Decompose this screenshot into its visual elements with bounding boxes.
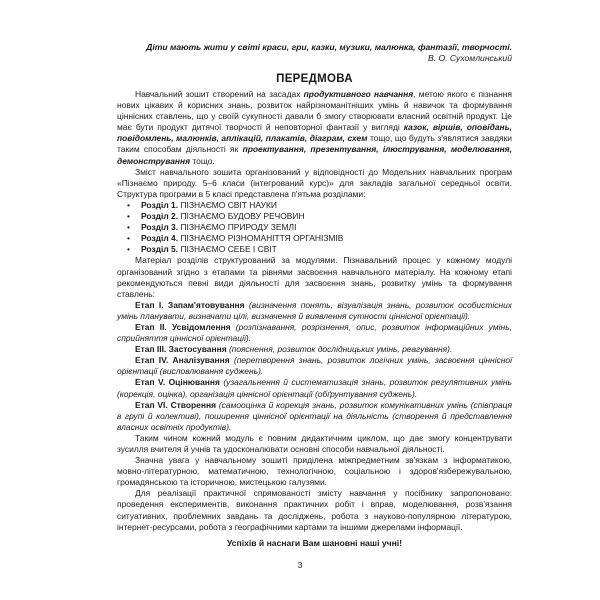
paragraph-interdisciplinary: Значна увага у навчальному зошиті приділена міжпредметним зв'язкам з інформатикою, мовно-літературною, математичною, технологічною, соціальною і здоров'язбережувальною, громадянською та історичною, мистецькою галузями. (117, 455, 512, 488)
stage-1: Етап І. Запам'ятовування (визначення понять, візуалізація знань, розвиток особистісних умінь планувати, визначати цілі, визначення й виявлення сутності ціннісної орієнтації). (117, 299, 513, 321)
stage-3: Етап ІІІ. Застосування (пояснення, розвиток дослідницьких умінь, реагування). (135, 344, 453, 355)
list-item: • Розділ 5. ПІЗНАЄМО СЕБЕ І СВІТ (141, 244, 512, 255)
epigraph (117, 42, 512, 64)
stage-2: Етап ІІ. Усвідомлення (розпізнавання, розрізнення, опис, розвиток інформаційних умінь, сприйняття ціннісної орієнтації). (117, 321, 512, 344)
closing-wish: Успіхів й наснаги Вам шановні наші учні! (226, 537, 403, 548)
epigraph-quote: Діти мають жити у світі краси, гри, казки, музики, малюнка, фантазії, творчості. (146, 42, 512, 52)
paragraph-intro: Навчальний зошит створений на засадах продуктивного навчання, метою якого є пізнання нових цікавих й корисних знань, розвиток найрізноманітніших умінь й навичок та формування ціннісних ставлень, що у своїй сукупності давали б змогу створювати власний освітній продукт. Це має бути продукт дитячої творчості й неповторної фантазії у вигляді казок, віршів, оповідань, повідомлень, малюнків, аплікацій, плакатів, діаграм, схем тощо, що будуть з'являтися завдяки таким способам діяльності як проектування, презентування, ілюстрування, моделювання, демонстрування тощо. (117, 89, 512, 166)
list-item: • Розділ 1. ПІЗНАЄМО СВІТ НАУКИ (141, 200, 512, 211)
page-number: 3 (297, 560, 303, 570)
page-title: ПЕРЕДМОВА (276, 73, 353, 85)
paragraph-structure: Зміст навчального зошита організований у відповідності до Модельних навчальних програм «Пізнаємо природу. 5–6 класи (інтегрований курс)» для закладів загальної середньої освіти. Структура програми в 5 класі представлена п'ятьма розділами: (117, 166, 512, 199)
stage-4: Етап IV. Аналізування (перетворення знань, розвиток логічних умінь, засвоєння ціннісної орієнтації (висловлювання суджень). (117, 355, 512, 377)
epigraph-author: В. О. Сухомлинський (427, 53, 512, 63)
paragraph-modules: Матеріал розділів структурований за модулями. Пізнавальний процес у кожному модулі організований згідно з етапами та рівнями засвоєння навчального матеріалу. На кожному етапі рекомендуються певні види діяльності для засвоєння знань, розвитку умінь та формування ставлень: (117, 255, 512, 299)
list-item: • Розділ 4. ПІЗНАЄМО РІЗНОМАНІТТЯ ОРГАНІЗМІВ (141, 233, 512, 244)
list-item: • Розділ 2. ПІЗНАЄМО БУДОВУ РЕЧОВИН (141, 211, 512, 222)
stage-6: Етап VI. Створення (самооцінка й корекція знань, розвиток комунікативних умінь (співпраця в групі й колективі), поширення ціннісної орієнтації на діяльність (створення й представлення власних освітніх продуктів). (117, 399, 512, 432)
list-item: • Розділ 3. ПІЗНАЄМО ПРИРОДУ ЗЕМЛІ (141, 222, 512, 233)
sections-list (117, 200, 512, 255)
stage-5: Етап V. Оцінювання (узагальнення й систематизація знань, розвиток регулятивних умінь (корекція, оцінка), організація ціннісної орієнтації (обґрунтування суджень). (117, 377, 512, 399)
paragraph-cycle: Таким чином кожний модуль є повним дидактичним циклом, що дає змогу концентрувати зусилля вчителя й учнів та удосконалювати основні способи навчальної діяльності. (117, 432, 512, 454)
paragraph-practical: Для реалізації практичної спрямованості змісту навчання у посібнику запропоновано: проведення експериментів, виконання практичних робіт і вправ, моделювання, розв'язання ситуативних, проблемних завдань та досліджень, робота з науково-популярною літературою, інтернет-ресурсами, робота з географічними картами та іншими джерелами інформації. (117, 488, 512, 532)
